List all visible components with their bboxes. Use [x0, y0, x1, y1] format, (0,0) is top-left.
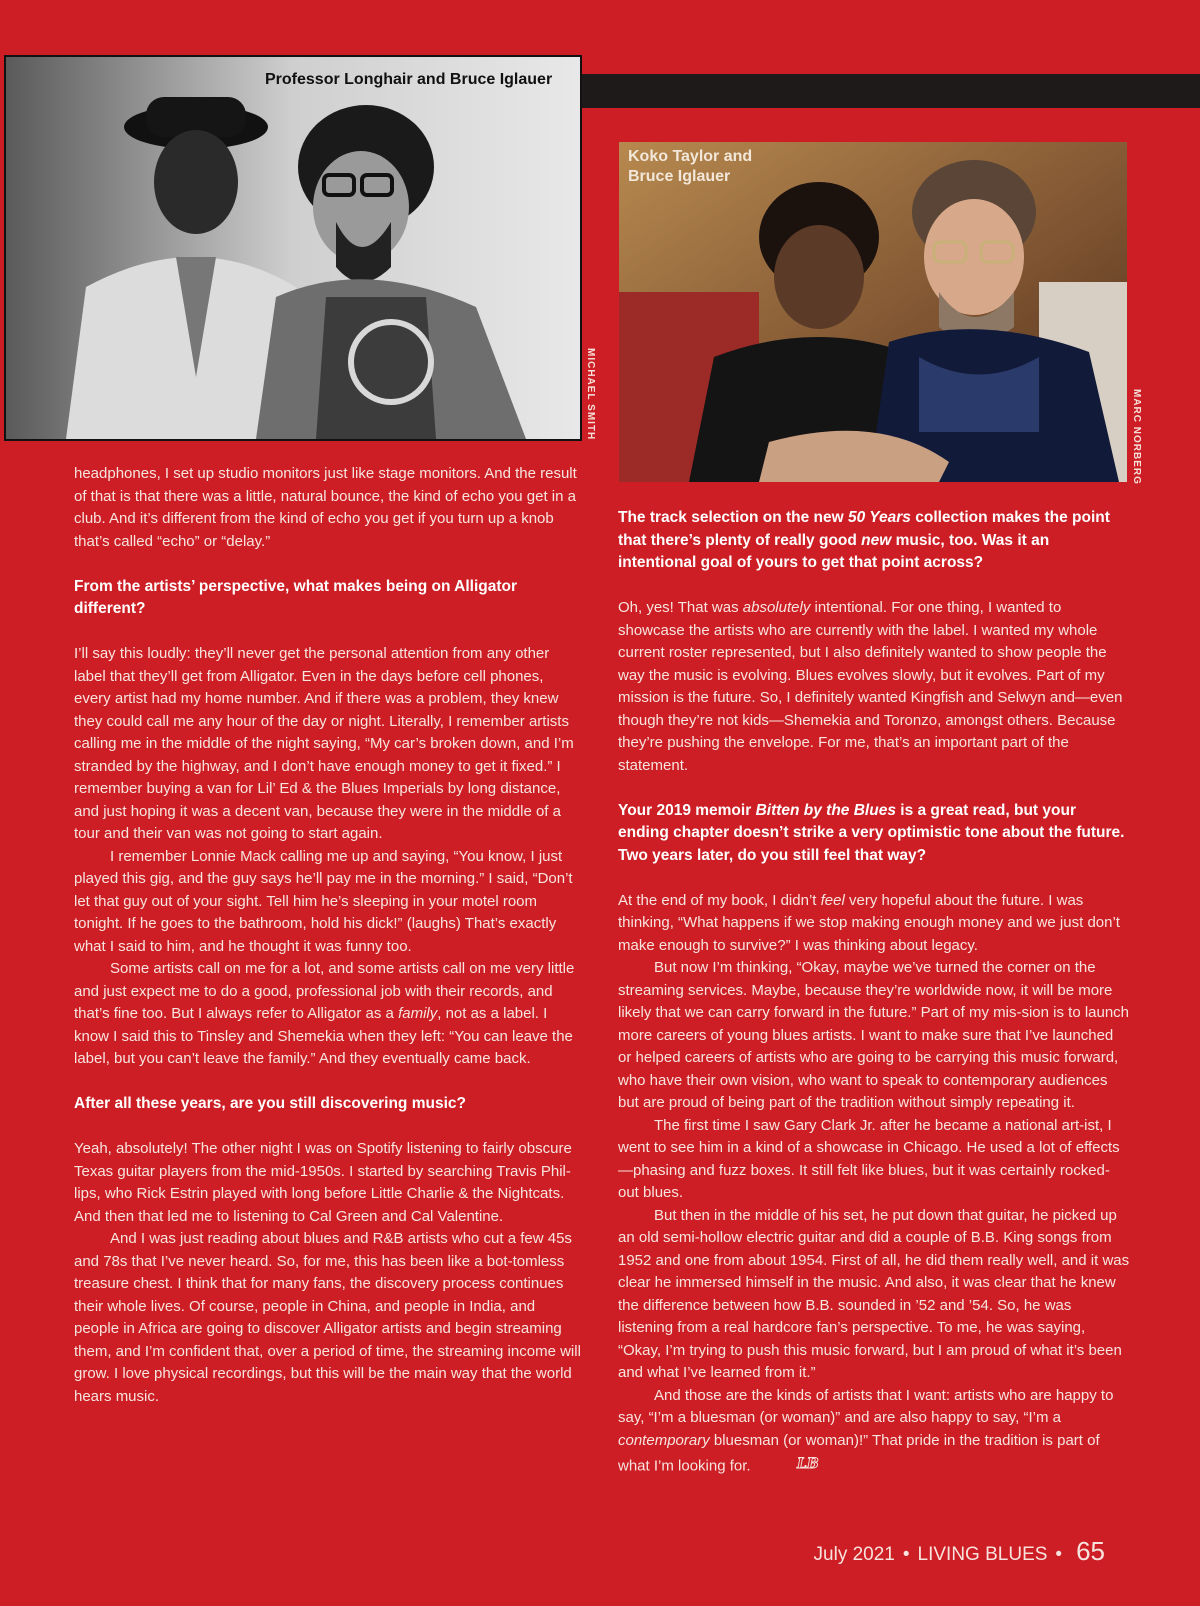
photo-longhair-iglauer-image: [6, 57, 580, 439]
paragraph: Oh, yes! That was absolutely intentional. For one thing, I wanted to showcase the artists who are currently with the label. I wanted my whole current roster represented, but I also definitely wanted to show people the way the music is evolving. Blues evolves slowly, but it evolves. Part of my mission is the future. So, I definitely wanted Kingfish and Selwyn and—even though they’re not kids—Shemekia and Toronzo, amongst others. Because they’re pushing the envelope. For me, that’s an important part of the statement.: [618, 599, 1123, 774]
paragraph: Yeah, absolutely! The other night I was on Spotify listening to fairly obscure Texas guitar players from the mid-1950s. I started by searching Travis Phil-lips, who Rick Estrin played with long before Little Charlie & the Nightcats. And then that led me to listening to Cal Green and Cal Valentine.: [74, 1140, 572, 1225]
photo-longhair-iglauer: [4, 55, 582, 441]
paragraph: And those are the kinds of artists that I want: artists who are happy to say, “I’m a bluesman (or woman)” and are also happy to say, “I’m a contemporary bluesman (or woman)!” That pride in the tradition is part of what I’m looking for. LB: [618, 1385, 1130, 1482]
footer-issue-date: July 2021: [813, 1544, 895, 1565]
photo-caption-right: [628, 147, 788, 187]
paragraph: The first time I saw Gary Clark Jr. after he became a national art-ist, I went to see him in a kind of a showcase in Chicago. He used a lot of effects—phasing and fuzz boxes. It still felt like blues, but it was certainly rocked-out blues.: [618, 1116, 1120, 1201]
question-heading: Your 2019 memoir Bitten by the Blues is a great read, but your ending chapter doesn’t strike a very optimistic tone about the future. Two years later, do you still feel that way?: [618, 801, 1125, 864]
footer-magazine-name: LIVING BLUES: [917, 1544, 1048, 1565]
article-right-column: [618, 507, 1130, 1482]
page-number: 65: [1076, 1536, 1105, 1566]
paragraph: And I was just reading about blues and R&B artists who cut a few 45s and 78s that I’ve never heard. So, for me, this has been like a bot-tomless treasure chest. I think that for many fans, the discovery process continues their whole lives. Of course, people in China, and people in India, and people in Africa are going to discover Alligator artists and begin streaming them, and I’m confident that, over a period of time, the streaming income will grow. I love physical recordings, but this will be the main way that the world hears music.: [74, 1230, 581, 1405]
photo-koko-iglauer: [619, 142, 1127, 482]
photo-caption-right-line2: Bruce Iglauer: [628, 168, 731, 185]
living-blues-end-mark-icon: [759, 1452, 821, 1482]
photo-credit-left: MICHAEL SMITH: [585, 348, 596, 441]
footer-bullet: •: [902, 1544, 910, 1565]
photo-credit-right: MARC NORBERG: [1131, 389, 1142, 485]
footer-bullet: •: [1055, 1544, 1063, 1565]
paragraph: But now I’m thinking, “Okay, maybe we’ve turned the corner on the streaming services. Maybe, because they’re worldwide now, it will be more likely that we can carry forward in the future.” Part of my mis-sion is to launch more careers of young blues artists. I want to make sure that I’ve launched or helped careers of artists who are going to be carrying this music forward, who have their own vision, who want to speak to contemporary audiences but are proud of being part of the tradition without simply repeating it.: [618, 959, 1130, 1111]
article-left-column: [74, 463, 581, 1408]
svg-text:LB: LB: [796, 1456, 819, 1472]
paragraph: At the end of my book, I didn’t feel very hopeful about the future. I was thinking, “What happens if we stop making enough money and we just don’t make enough to survive?” I was thinking about legacy.: [618, 891, 1120, 954]
paragraph: headphones, I set up studio monitors just like stage monitors. And the result of that is that there was a little, natural bounce, the kind of echo you get in a club. And it’s different from the kind of echo you get if you turn up a knob that’s called “echo” or “delay.”: [74, 465, 577, 550]
page-footer: [814, 1536, 1105, 1567]
question-heading: After all these years, are you still discovering music?: [74, 1095, 466, 1112]
question-heading: The track selection on the new 50 Years collection makes the point that there’s plenty of really good new music, too. Was it an intentional goal of yours to get that point across?: [618, 509, 1110, 571]
paragraph: But then in the middle of his set, he put down that guitar, he picked up an old semi-hollow electric guitar and did a couple of B.B. King songs from 1952 and one from about 1954. First of all, he did them really well, and it was clear he immersed himself in the music. And also, it was clear that he knew the difference between how B.B. sounded in ’52 and ’54. So, he was listening from a real hardcore fan’s perspective. To me, he was saying, “Okay, I’m trying to push this music forward, but I am proud of what it’s been and what I’ve learned from it.”: [618, 1206, 1130, 1381]
question-heading: From the artists’ perspective, what makes being on Alligator different?: [74, 577, 518, 617]
photo-caption-left: Professor Longhair and Bruce Iglauer: [265, 71, 553, 88]
paragraph: I’ll say this loudly: they’ll never get the personal attention from any other label that they’ll get from Alligator. Even in the days before cell phones, every artist had my home number. And if there was a problem, they knew they could call me any hour of the day or night. Literally, I remember artists calling me in the middle of the night saying, “My car’s broken down, and I’m stranded by the highway, and I don’t have enough money to get it fixed.” I remember buying a van for Lil’ Ed & the Blues Imperials by long distance, and just hoping it was a decent van, because they were in the middle of a tour and their van was not going to start again.: [74, 645, 574, 842]
photo-koko-iglauer-image: [619, 142, 1127, 482]
photo-caption-right-line1: Koko Taylor and: [628, 148, 753, 165]
paragraph: Some artists call on me for a lot, and some artists call on me very little and just expect me to do a good, professional job with their records, and that’s fine too. But I always refer to Alligator as a family, not as a label. I know I said this to Tinsley and Shemekia when they left: “You can leave the label, but you can’t leave the family.” And they eventually came back.: [74, 960, 575, 1067]
header-black-bar: [560, 74, 1200, 108]
paragraph: I remember Lonnie Mack calling me up and saying, “You know, I just played this gig, and the guy says he’ll pay me in the morning.” I said, “Don’t let that guy out of your sight. Tell him he’s sleeping in your motel room tonight. If he goes to the bathroom, hold his dick!” (laughs) That’s exactly what I said to him, and he thought it was funny too.: [74, 847, 573, 955]
